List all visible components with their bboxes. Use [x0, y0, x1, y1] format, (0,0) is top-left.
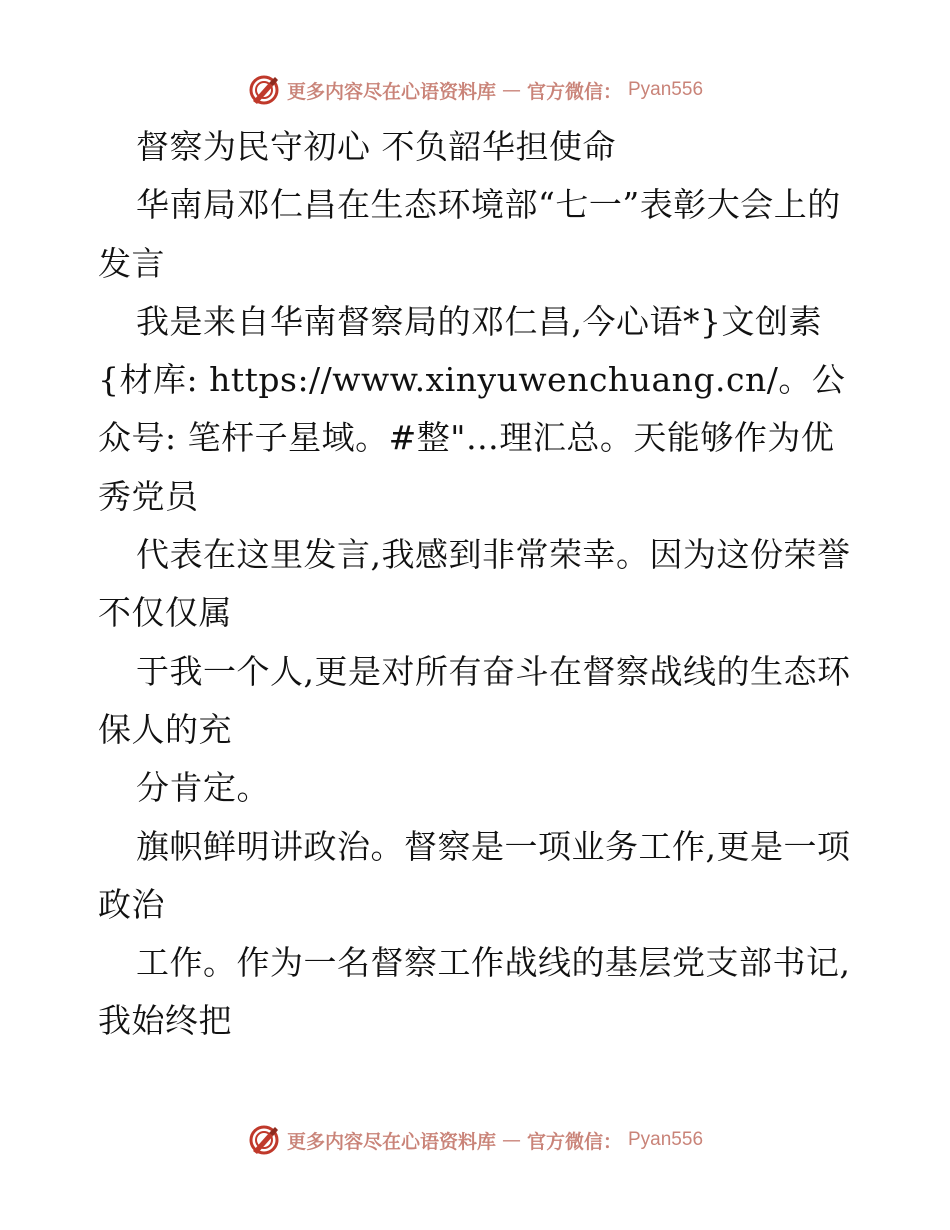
- paragraph: 工作。作为一名督察工作战线的基层党支部书记,我始终把: [98, 943, 851, 1041]
- banner-separator: —: [501, 1129, 521, 1151]
- banner-separator: —: [501, 79, 521, 101]
- paragraph: 于我一个人,更是对所有奋斗在督察战线的生态环保人的充: [98, 651, 851, 749]
- document-subtitle: 华南局邓仁昌在生态环境部“七一”表彰大会上的发言: [98, 185, 841, 283]
- banner-wechat-label: 官方微信：: [526, 80, 622, 103]
- banner-wechat-id: Pyan556: [628, 79, 704, 100]
- paragraph: 我是来自华南督察局的邓仁昌,今心语*}文创素{材库: https://www.xinyuwenchuang.cn/。公众号: 笔杆子星域。#整"…理汇总。天能够作为优秀党员: [98, 301, 846, 516]
- paragraph: 分肯定。: [136, 768, 270, 808]
- document-title: 督察为民守初心 不负韶华担使命: [136, 127, 616, 166]
- paragraph: 代表在这里发言,我感到非常荣幸。因为这份荣誉不仅仅属: [98, 535, 851, 633]
- header-banner: [0, 70, 950, 110]
- document-body: [98, 118, 858, 1051]
- banner-wechat-id: Pyan556: [628, 1129, 704, 1150]
- banner-wechat-label: 官方微信：: [526, 1130, 622, 1153]
- banner-text: 更多内容尽在心语资料库: [286, 80, 496, 103]
- paragraph: 旗帜鲜明讲政治。督察是一项业务工作,更是一项政治: [98, 826, 851, 924]
- pen-logo-icon: [247, 1123, 281, 1157]
- footer-banner: [0, 1120, 950, 1160]
- pen-logo-icon: [247, 73, 281, 107]
- banner-text: 更多内容尽在心语资料库: [286, 1130, 496, 1153]
